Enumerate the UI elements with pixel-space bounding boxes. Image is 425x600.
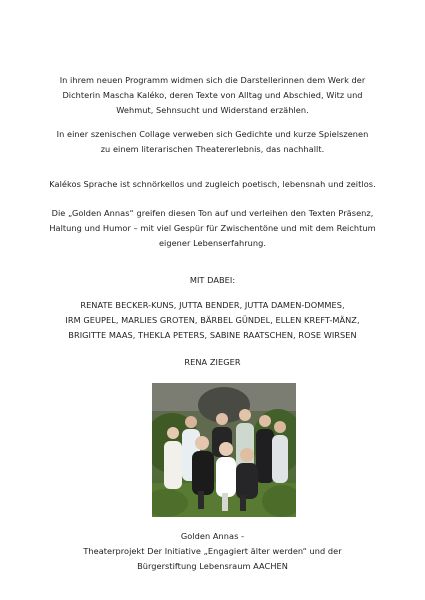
cast-line: RENATE BECKER-KUNS, JUTTA BENDER, JUTTA DAMEN-DOMMES,: [80, 300, 345, 310]
text-line: Haltung und Humor – mit viel Gespür für Zwischentöne und mit dem Reichtum: [49, 222, 376, 233]
intro-paragraph-4: [0, 206, 425, 250]
caption-line: Theaterprojekt Der Initiative „Engagiert älter werden“ und der: [83, 545, 342, 556]
caption-line: Bürgerstiftung Lebensraum AACHEN: [137, 560, 288, 571]
text-line: zu einem literarischen Theatererlebnis, das nachhallt.: [100, 143, 325, 154]
group-photo: [152, 383, 296, 517]
text-line: In ihrem neuen Programm widmen sich die Darstellerinnen dem Werk der: [59, 75, 366, 85]
intro-paragraph-3: [0, 177, 425, 192]
cast-line: BRIGITTE MAAS, THEKLA PETERS, SABINE RAATSCHEN, ROSE WIRSEN: [68, 329, 357, 340]
cast-list: [0, 298, 425, 342]
cast-line: IRM GEUPEL, MARLIES GROTEN, BÄRBEL GÜNDEL, ELLEN KREFT-MÄNZ,: [65, 314, 360, 325]
intro-paragraph-1: [0, 73, 425, 117]
cast-heading-text: MIT DABEI:: [189, 275, 236, 285]
text-line: Kalékos Sprache ist schnörkellos und zugleich poetisch, lebensnah und zeitlos.: [49, 179, 376, 189]
photo-caption: [0, 529, 425, 573]
caption-line: Golden Annas -: [180, 531, 245, 541]
intro-paragraph-2: [0, 127, 425, 157]
text-line: Wehmut, Sehnsucht und Widerstand erzählen.: [116, 104, 309, 115]
director-text: RENA ZIEGER: [184, 357, 241, 367]
director-name: [0, 355, 425, 370]
text-line: Die „Golden Annas“ greifen diesen Ton auf und verleihen den Texten Präsenz,: [51, 208, 374, 218]
cast-heading: [0, 273, 425, 288]
text-line: Dichterin Mascha Kaléko, deren Texte von Alltag und Abschied, Witz und: [62, 89, 363, 100]
text-line: eigener Lebenserfahrung.: [158, 237, 267, 248]
text-line: In einer szenischen Collage verweben sich Gedichte und kurze Spielszenen: [56, 129, 369, 139]
